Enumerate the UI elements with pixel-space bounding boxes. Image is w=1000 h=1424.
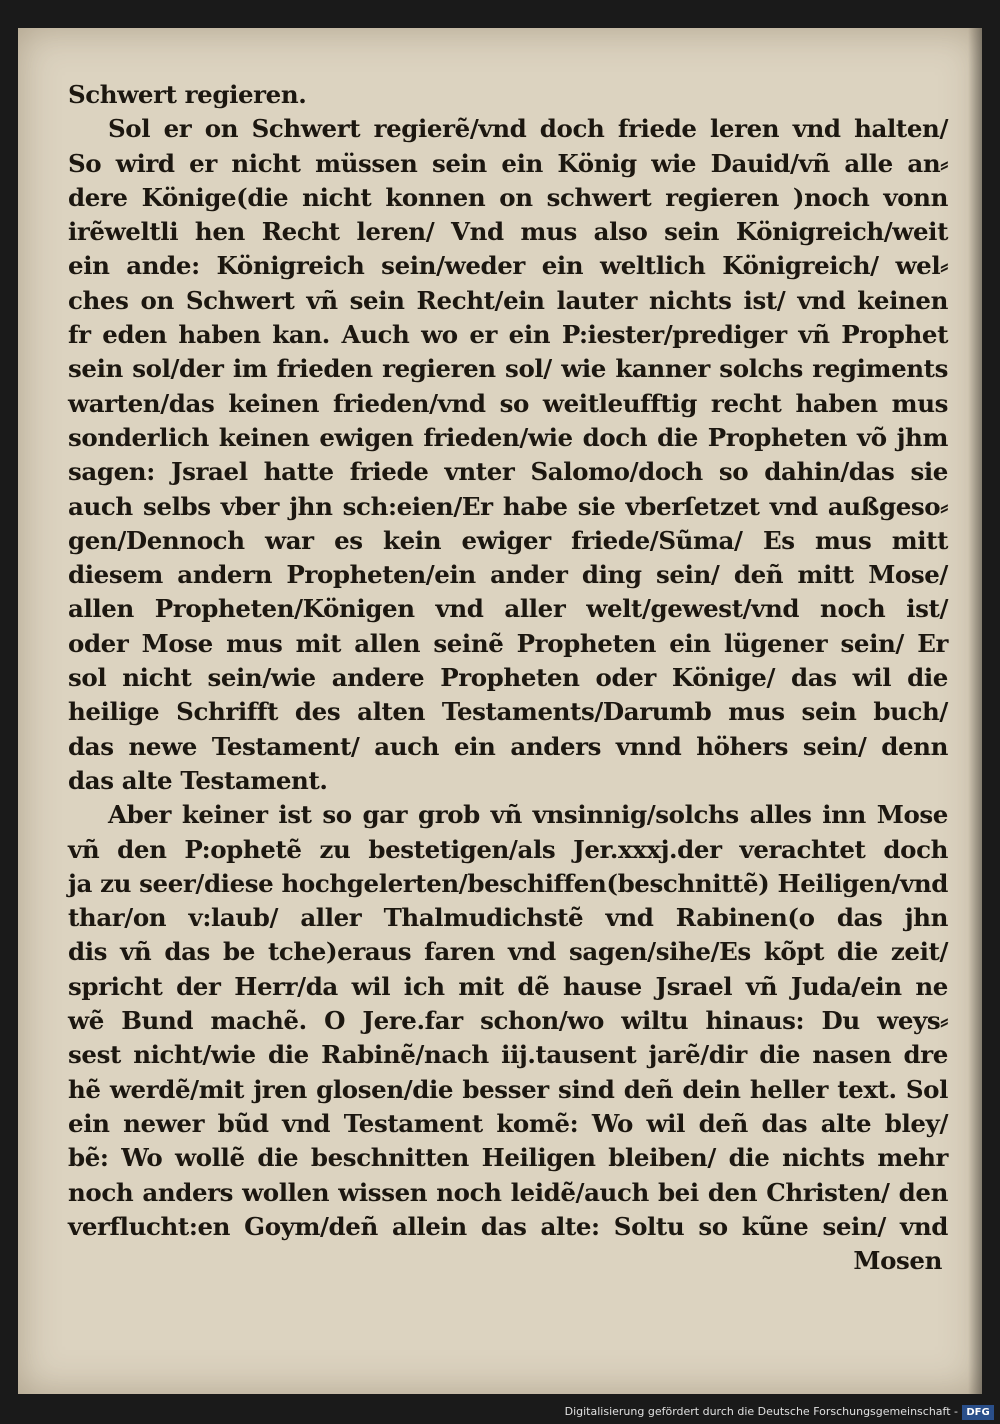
text-line: wẽ Bund machẽ. O Jere.far schon/wo wiltu hinaus: Du weys⸗: [68, 1006, 948, 1036]
book-page: [18, 28, 982, 1394]
text-line: vñ den P:ophetẽ zu bestetigen/als Jer.xxxj.der verachtet doch: [68, 834, 948, 864]
text-line: sein sol/der im frieden regieren sol/ wie kanner solchs regiments: [68, 354, 948, 384]
text-line: bẽ: Wo wollẽ die beschnitten Heiligen bleiben/ die nichts mehr: [68, 1143, 948, 1173]
text-line: noch anders wollen wissen noch leidẽ/auch bei den Christen/ den: [68, 1177, 948, 1207]
text-line: So wird er nicht müssen sein ein König wie Dauid/vñ alle an⸗: [68, 148, 948, 178]
text-line: fr eden haben kan. Auch wo er ein P:iester/prediger vñ Prophet: [68, 320, 948, 350]
text-line: sest nicht/wie die Rabinẽ/nach iij.tausent jarẽ/dir die nasen dre: [68, 1040, 948, 1070]
text-line: diesem andern Propheten/ein ander ding sein/ deñ mitt Mose/: [68, 560, 948, 590]
text-line: sonderlich keinen ewigen frieden/wie doch die Propheten võ jhm: [68, 422, 948, 452]
text-line: Sol er on Schwert regierẽ/vnd doch friede leren vnd halten/: [108, 114, 948, 144]
funding-credit: Digitalisierung gefördert durch die Deutsche Forschungsgemeinschaft -: [564, 1405, 958, 1418]
text-line: das newe Testament/ auch ein anders vnnd höhers sein/ denn: [68, 731, 948, 761]
text-line: verflucht:en Goym/deñ allein das alte: Soltu so kũne sein/ vnd: [68, 1211, 948, 1241]
text-line: spricht der Herr/da wil ich mit dẽ hause Jsrael vñ Juda/ein ne: [68, 971, 948, 1001]
text-line: sol nicht sein/wie andere Propheten oder Könige/ das wil die: [68, 663, 948, 693]
page-edge-shadow: [968, 28, 982, 1394]
catchword: Mosen: [853, 1246, 942, 1276]
dfg-logo-icon: DFG: [962, 1405, 994, 1420]
text-line: gen/Dennoch war es kein ewiger friede/Sũma/ Es mus mitt: [68, 525, 948, 555]
text-line: ein ande: Königreich sein/weder ein weltlich Königreich/ wel⸗: [68, 251, 948, 281]
text-line: warten/das keinen frieden/vnd so weitleufftig recht haben mus: [68, 388, 948, 418]
text-line: oder Mose mus mit allen seinẽ Propheten ein lügener sein/ Er: [68, 628, 948, 658]
text-line: sagen: Jsrael hatte friede vnter Salomo/doch so dahin/das sie: [68, 457, 948, 487]
text-line: heilige Schrifft des alten Testaments/Darumb mus sein buch/: [68, 697, 948, 727]
text-line: das alte Testament.: [68, 765, 328, 795]
text-line: ja zu seer/diese hochgelerten/beschiffen(beschnittẽ) Heiligen/vnd: [68, 868, 948, 898]
text-line: thar/on v:laub/ aller Thalmudichstẽ vnd Rabinen(o das jhn: [68, 903, 948, 933]
text-line: allen Propheten/Königen vnd aller welt/gewest/vnd noch ist/: [68, 594, 948, 624]
text-line: Schwert regieren.: [68, 80, 307, 109]
text-line: dere Könige(die nicht konnen on schwert regieren )noch vonn: [68, 182, 948, 212]
text-line: irẽweltli hen Recht leren/ Vnd mus also sein Königreich/weit: [68, 217, 948, 247]
page-text: [68, 78, 948, 1278]
text-line: ches on Schwert vñ sein Recht/ein lauter nichts ist/ vnd keinen: [68, 285, 948, 315]
digitization-footer: [0, 1396, 1000, 1424]
text-line: auch selbs vber jhn sch:eien/Er habe sie vberſetzet vnd außgeso⸗: [68, 491, 948, 521]
text-line: dis vñ das be tche)eraus faren vnd sagen/sihe/Es kõpt die zeit/: [68, 937, 948, 967]
text-line: hẽ werdẽ/mit jren glosen/die besser sind deñ dein heller text. Sol: [68, 1074, 948, 1104]
text-line: Aber keiner ist so gar grob vñ vnsinnig/solchs alles inn Mose: [108, 800, 948, 830]
text-line: ein newer bũd vnd Testament komẽ: Wo wil deñ das alte bley/: [68, 1108, 948, 1138]
